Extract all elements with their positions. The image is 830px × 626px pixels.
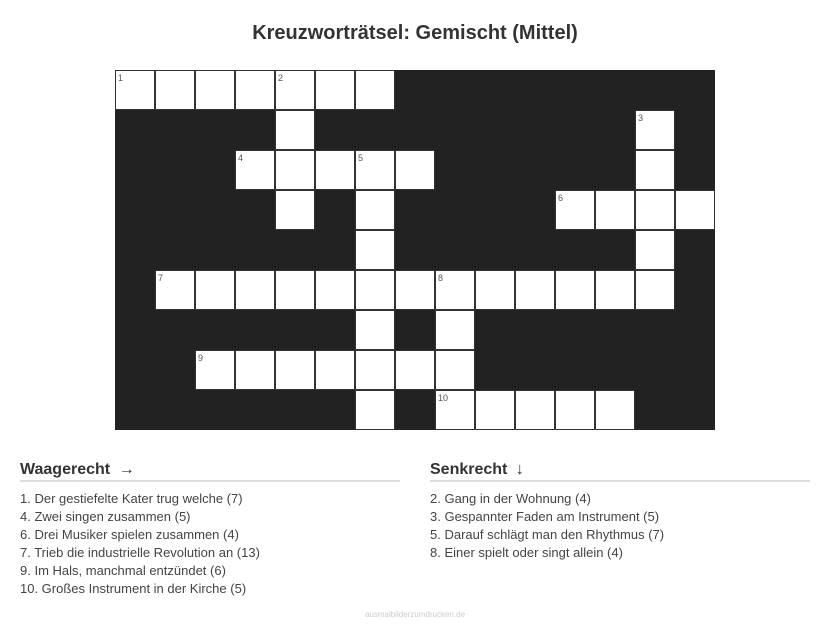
down-clues-section <box>430 460 810 562</box>
crossword-cell[interactable] <box>235 70 275 110</box>
crossword-cell[interactable] <box>275 110 315 150</box>
cell-number: 2 <box>278 73 284 83</box>
crossword-cell[interactable] <box>635 110 675 150</box>
crossword-cell[interactable] <box>235 350 275 390</box>
crossword-cell[interactable] <box>435 310 475 350</box>
crossword-cell[interactable] <box>395 150 435 190</box>
crossword-cell[interactable] <box>515 270 555 310</box>
crossword-cell[interactable] <box>315 150 355 190</box>
footer-credit: ausmalbilderzumdrucken.de <box>364 610 466 619</box>
crossword-cell[interactable] <box>235 270 275 310</box>
crossword-cell[interactable] <box>275 350 315 390</box>
crossword-cell[interactable] <box>275 70 315 110</box>
crossword-cell[interactable] <box>555 390 595 430</box>
crossword-cell[interactable] <box>595 270 635 310</box>
clue-item: 7. Trieb die industrielle Revolution an (13) <box>20 545 260 560</box>
crossword-cell[interactable] <box>195 350 235 390</box>
crossword-cell[interactable] <box>635 190 675 230</box>
crossword-cell[interactable] <box>555 190 595 230</box>
right-arrow-icon: → <box>118 461 135 478</box>
clue-item: 3. Gespannter Faden am Instrument (5) <box>430 509 660 524</box>
crossword-cell[interactable] <box>355 310 395 350</box>
crossword-cell[interactable] <box>675 190 715 230</box>
crossword-cell[interactable] <box>435 270 475 310</box>
crossword-cell[interactable] <box>395 270 435 310</box>
cell-number: 7 <box>158 273 164 283</box>
crossword-cell[interactable] <box>275 270 315 310</box>
crossword-cell[interactable] <box>355 230 395 270</box>
across-clues-section <box>20 460 400 598</box>
clue-item: 1. Der gestiefelte Kater trug welche (7) <box>20 491 243 506</box>
clue-item: 6. Drei Musiker spielen zusammen (4) <box>20 527 239 542</box>
crossword-cell[interactable] <box>235 150 275 190</box>
crossword-cell[interactable] <box>555 270 595 310</box>
cell-number: 9 <box>198 353 204 363</box>
crossword-cell[interactable] <box>595 190 635 230</box>
crossword-cell[interactable] <box>355 150 395 190</box>
crossword-cell[interactable] <box>315 350 355 390</box>
crossword-cell[interactable] <box>315 70 355 110</box>
crossword-cell[interactable] <box>635 270 675 310</box>
crossword-cell[interactable] <box>355 350 395 390</box>
crossword-cell[interactable] <box>595 390 635 430</box>
crossword-cell[interactable] <box>275 150 315 190</box>
puzzle-title: Kreuzworträtsel: Gemischt (Mittel) <box>252 22 578 44</box>
clue-item: 9. Im Hals, manchmal entzündet (6) <box>20 563 226 578</box>
across-heading-label: Waagerecht <box>20 461 111 478</box>
crossword-cell[interactable] <box>635 230 675 270</box>
cell-number: 5 <box>358 153 364 163</box>
crossword-cell[interactable] <box>155 270 195 310</box>
crossword-cell[interactable] <box>275 190 315 230</box>
crossword-cell[interactable] <box>635 150 675 190</box>
crossword-cell[interactable] <box>155 70 195 110</box>
crossword-cell[interactable] <box>315 270 355 310</box>
crossword-cell[interactable] <box>435 350 475 390</box>
crossword-cell[interactable] <box>475 270 515 310</box>
crossword-grid <box>115 70 715 430</box>
clue-item: 4. Zwei singen zusammen (5) <box>20 509 191 524</box>
cell-number: 8 <box>438 273 444 283</box>
down-clue-list <box>430 490 810 562</box>
clue-item: 2. Gang in der Wohnung (4) <box>430 491 591 506</box>
crossword-cell[interactable] <box>515 390 555 430</box>
crossword-cell[interactable] <box>195 270 235 310</box>
crossword-cell[interactable] <box>355 270 395 310</box>
clue-item: 5. Darauf schlägt man den Rhythmus (7) <box>430 527 665 542</box>
clue-item: 10. Großes Instrument in der Kirche (5) <box>20 581 247 596</box>
cell-number: 4 <box>238 153 244 163</box>
crossword-cell[interactable] <box>475 390 515 430</box>
cell-number: 1 <box>118 73 124 83</box>
crossword-cell[interactable] <box>195 70 235 110</box>
across-clue-list <box>20 490 400 598</box>
crossword-cell[interactable] <box>355 390 395 430</box>
crossword-cell[interactable] <box>355 70 395 110</box>
clue-item: 8. Einer spielt oder singt allein (4) <box>430 545 623 560</box>
cell-number: 6 <box>558 193 564 203</box>
down-arrow-icon: ↓ <box>515 461 524 478</box>
crossword-cell[interactable] <box>395 350 435 390</box>
down-heading <box>430 460 810 482</box>
across-heading <box>20 460 400 482</box>
crossword-cell[interactable] <box>435 390 475 430</box>
crossword-cell[interactable] <box>355 190 395 230</box>
down-heading-label: Senkrecht <box>430 461 508 478</box>
crossword-cell[interactable] <box>115 70 155 110</box>
cell-number: 10 <box>438 393 449 403</box>
cell-number: 3 <box>638 113 644 123</box>
